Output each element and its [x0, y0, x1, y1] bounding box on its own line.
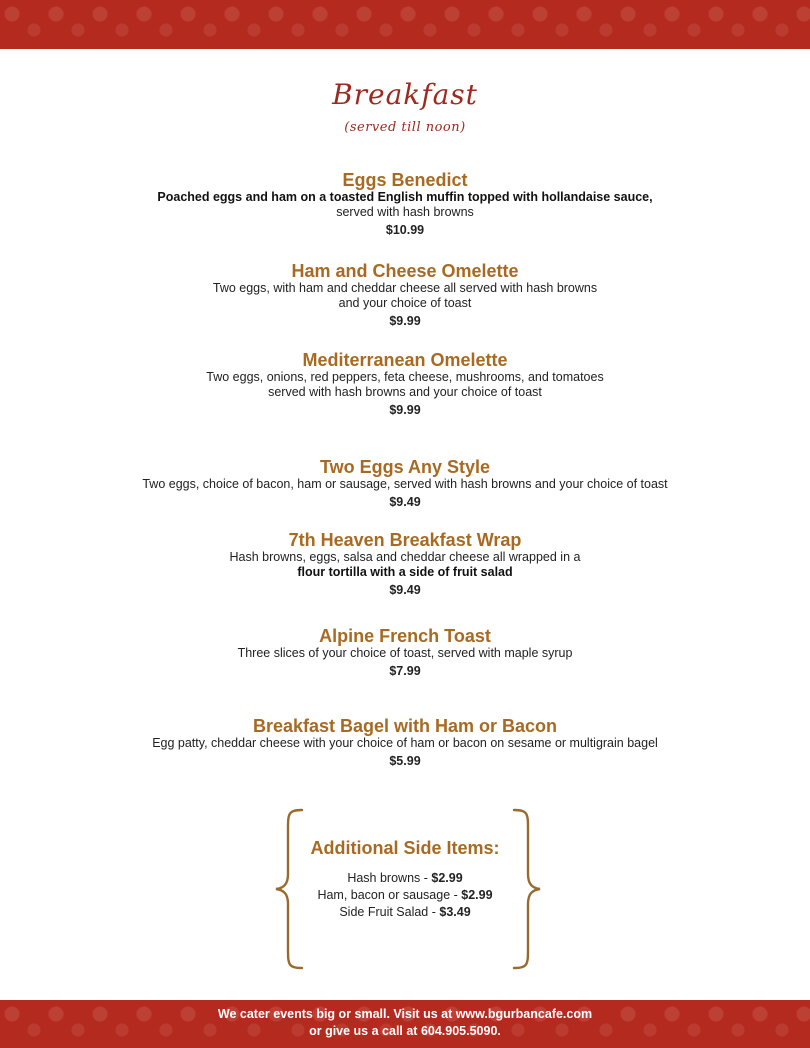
menu-item-two-eggs-any-style	[0, 457, 810, 510]
side-item-label: Ham, bacon or sausage -	[317, 888, 462, 902]
side-item-price: $2.99	[461, 888, 493, 902]
item-description: Two eggs, onions, red peppers, feta cheese, mushrooms, and tomatoes	[206, 370, 604, 384]
item-name: Breakfast Bagel with Ham or Bacon	[252, 716, 558, 736]
item-price: $5.99	[389, 754, 421, 768]
item-price: $7.99	[389, 664, 421, 678]
menu-title: Breakfast	[332, 78, 478, 111]
item-price: $10.99	[385, 223, 425, 237]
menu-item-french-toast	[0, 626, 810, 679]
item-description: flour tortilla with a side of fruit salad	[297, 565, 513, 579]
menu-subtitle: (served till noon)	[344, 120, 466, 135]
side-items-heading: Additional Side Items:	[310, 838, 500, 858]
item-name: Two Eggs Any Style	[319, 457, 491, 477]
item-description: served with hash browns	[336, 205, 474, 219]
item-description: served with hash browns and your choice of toast	[268, 385, 542, 399]
item-price: $9.49	[389, 583, 421, 597]
item-description: Two eggs, with ham and cheddar cheese all served with hash browns	[212, 281, 598, 295]
item-price: $9.99	[389, 403, 421, 417]
side-item-price: $2.99	[431, 871, 463, 885]
menu-item-breakfast-wrap	[0, 530, 810, 598]
item-name: Eggs Benedict	[342, 170, 468, 190]
menu-item-ham-cheese-omelette	[0, 261, 810, 329]
item-description: Poached eggs and ham on a toasted English muffin topped with hollandaise sauce,	[157, 190, 653, 204]
top-decorative-band	[0, 0, 810, 49]
side-item	[0, 904, 810, 921]
side-items-section	[0, 838, 810, 921]
side-item-label: Hash browns -	[347, 871, 432, 885]
item-description: and your choice of toast	[338, 296, 472, 310]
footer-line: We cater events big or small. Visit us at www.bgurbancafe.com	[217, 1007, 593, 1021]
menu-item-mediterranean-omelette	[0, 350, 810, 418]
item-name: Alpine French Toast	[319, 626, 491, 646]
side-item-price: $3.49	[439, 905, 471, 919]
item-name: Ham and Cheese Omelette	[291, 261, 519, 281]
footer-line: or give us a call at 604.905.5090.	[309, 1024, 501, 1038]
item-description: Hash browns, eggs, salsa and cheddar cheese all wrapped in a	[229, 550, 581, 564]
item-description: Two eggs, choice of bacon, ham or sausage, served with hash browns and your choice of toast	[142, 477, 668, 491]
side-item	[0, 870, 810, 887]
item-name: 7th Heaven Breakfast Wrap	[288, 530, 522, 550]
item-description: Egg patty, cheddar cheese with your choice of ham or bacon on sesame or multigrain bagel	[152, 736, 658, 750]
footer-contact	[0, 1006, 810, 1040]
side-item	[0, 887, 810, 904]
item-name: Mediterranean Omelette	[302, 350, 508, 370]
item-price: $9.99	[389, 314, 421, 328]
menu-item-eggs-benedict	[0, 170, 810, 238]
menu-item-breakfast-bagel	[0, 716, 810, 769]
item-description: Three slices of your choice of toast, served with maple syrup	[237, 646, 573, 660]
side-item-label: Side Fruit Salad -	[339, 905, 440, 919]
item-price: $9.49	[389, 495, 421, 509]
